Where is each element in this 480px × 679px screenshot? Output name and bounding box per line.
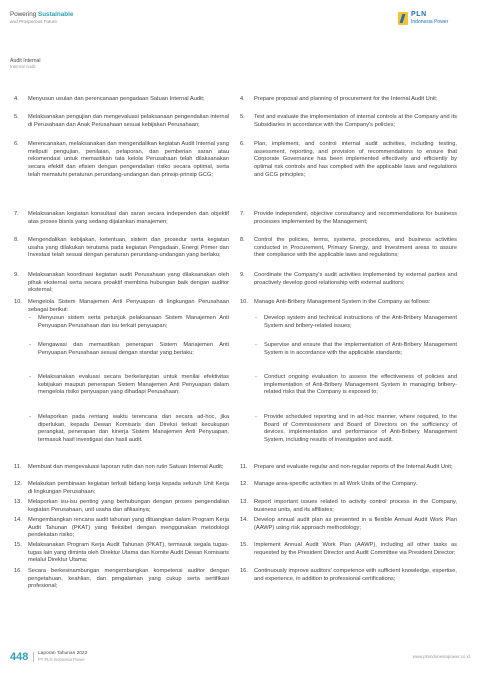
item-text: Conduct ongoing evaluation to assess the effectiveness of policies and implementation of Anti-Bribery Management System in managing bribery-related risks that the Company is exposed to; <box>264 374 457 396</box>
item-number: 7. <box>240 211 245 217</box>
item-number: 9. <box>240 272 245 278</box>
item-number: 6. <box>240 141 245 147</box>
item-number: 15. <box>240 542 248 548</box>
sub-item-en <box>254 374 457 397</box>
item-text: Mengembangkan rencana audit tahunan yang dituangkan dalam Program Kerja Audit Tahunan (PKAT) yang fleksibel dengan menggunakan metodologi pendekatan risiko; <box>28 517 229 539</box>
logo-name: PLN <box>411 11 427 18</box>
list-item-en <box>240 481 457 489</box>
item-text: Melaporkan pada rentang waktu terencana dan secara ad-hoc, jika diperlukan, kepada Dewan Komisaris dan Direksi terkait kecukupan perangkat, penerapan dan kinerja Sistem Manajemen Anti Penyuapan, termasuk hasil investigasi dan hasil audit. <box>38 414 229 444</box>
list-item-en <box>240 211 457 226</box>
item-number: 14. <box>240 517 248 523</box>
footer-divider <box>33 652 34 662</box>
item-text: Menyusun usulan dan perencanaan pengadaan Satuan Internal Audit; <box>28 96 205 102</box>
list-item-id <box>14 499 229 514</box>
item-number: 11. <box>240 464 248 470</box>
item-number: 4. <box>240 96 245 102</box>
item-text: Melaksanakan evaluasi secara berkelanjutan untuk menilai efektivitas kebijakan maupun penerapan Sistem Manajemen Anti Penyuapan dalam mengelola risiko penyuapan yang dihadapi Perusahaan; <box>38 374 229 396</box>
dash-bullet: - <box>29 342 31 348</box>
lightning-logo-icon <box>398 12 408 25</box>
list-item-en <box>240 96 457 104</box>
item-text: Develop annual audit plan as presented in a flexible Annual Audit Work Plan (AAWP) using risk approach methodology; <box>254 517 457 531</box>
item-text: Melaporkan isu-isu penting yang berhubungan dengan proses pengendalian kegiatan Perusahaan, unit usaha dan afiliasinya; <box>28 499 229 513</box>
report-title: Laporan Tahunan 2022 <box>38 651 88 656</box>
page-number: 448 <box>10 651 29 663</box>
list-item-id <box>14 141 229 180</box>
list-item-en <box>240 542 457 557</box>
item-text: Melakukan pembinaan kegiatan terkait bidang kerja kepada seluruh Unit Kerja di lingkungan Perusahaan; <box>28 481 229 495</box>
item-text: Melaksanakan kegiatan konsultasi dan saran secara independen dan objektif atas proses bisnis yang sedang dijalankan manajemen; <box>28 211 229 225</box>
item-number: 4. <box>14 96 19 102</box>
list-item-en <box>240 114 457 129</box>
item-text: Prepare and evaluate regular and non-regular reports of the Internal Audit Unit; <box>254 464 453 470</box>
item-text: Membuat dan mengevaluasi laporan rutin dan non rutin Satuan Internal Audit; <box>28 464 224 470</box>
company-logo <box>398 11 470 29</box>
section-subtitle: Internal Audit <box>10 64 36 69</box>
section-heading <box>10 58 41 69</box>
sub-item-en <box>254 342 457 357</box>
list-item-id <box>14 96 229 104</box>
item-text: Melaksanakan koordinasi kegiatan audit Perusahaan yang dilaksanakan oleh pihak eksternal serta secara proaktif membina hubungan baik dengan auditor eksternal; <box>28 272 229 294</box>
item-number: 7. <box>14 211 19 217</box>
list-item-id <box>14 211 229 226</box>
item-number: 14. <box>14 517 22 523</box>
item-number: 10. <box>14 299 22 305</box>
section-title: Audit Internal <box>10 58 41 64</box>
item-text: Control the policies, terms, systems, procedures, and business activities conducted in Procurement, Primary Energy, and Investment areas to assure their compliance with the applicable laws and regulations; <box>254 237 457 259</box>
tagline-subtitle: and Prosperous Future <box>10 19 57 24</box>
sub-item-id <box>28 374 229 397</box>
list-item-id <box>14 542 229 565</box>
item-number: 5. <box>240 114 245 120</box>
list-item-id <box>14 272 229 295</box>
sub-item-id <box>28 342 229 357</box>
tagline <box>10 11 73 19</box>
item-text: Provide independent, objective consultancy and recommendations for business processes implemented by the Management; <box>254 211 457 225</box>
page-footer <box>10 650 470 666</box>
sub-item-en <box>254 414 457 445</box>
item-text: Continuously improve auditors' competence with sufficient knowledge, expertise, and experience, in addition to professional certifications; <box>254 568 457 582</box>
item-text: Merencanakan, melaksanakan dan mengendalikan kegiatan Audit Internal yang meliputi pengujian, penilaian, pelaporan, dan pemberian saran atau rekomendasi untuk memastikan tata kelola Perusahaan telah dilaksanakan secara efektif dan efisien dengan pengendalian risiko secara optimal, serta telah mematuhi peraturan perundang-undangan dan prinsip-prinsip GCG; <box>28 141 229 178</box>
item-number: 16. <box>240 568 248 574</box>
item-text: Secara berkesinambungan mengembangkan kompetensi auditor dengan pengetahuan, keahlian, dan pengalaman yang cukup serta sertifikasi profesional; <box>28 568 229 590</box>
list-item-id <box>14 568 229 591</box>
report-company: PT PLN Indonesia Power <box>38 657 85 662</box>
list-item-en <box>240 517 457 532</box>
item-text: Menyusun sistem serta petunjuk pelaksanaan Sistem Manajemen Anti Penyuapan Perusahaan dan isu terkait penyuapan; <box>38 315 229 329</box>
item-text: Melaksanakan Program Kerja Audit Tahunan (PKAT), termasuk segala tugas-tugas lain yang diminta oleh Direktur Utama dan Komite Audit Dewan Komisaris melalui Direktur Utama; <box>28 542 229 564</box>
dash-bullet: - <box>29 414 31 420</box>
item-number: 10. <box>240 299 248 305</box>
item-text: Manage Anti-Bribery Management System in the Company as follows: <box>254 299 431 305</box>
list-item-en <box>240 141 457 180</box>
sub-item-en <box>254 315 457 330</box>
tagline-prefix: Powering <box>10 11 39 18</box>
item-text: Supervise and ensure that the implementation of Anti-Bribery Management System is in accordance with the applicable standards; <box>264 342 457 356</box>
item-number: 12. <box>240 481 248 487</box>
item-number: 8. <box>240 237 245 243</box>
page-header <box>10 11 470 35</box>
item-text: Mengendalikan kebijakan, ketentuan, sistem dan prosedur serta kegiatan usaha yang dilakukan terutama pada kegiatan Pengadaan, Energi Primer dan Investasi telah sesuai dengan peraturan perundang-undangan yang berlaku; <box>28 237 229 259</box>
list-item-en <box>240 499 457 514</box>
item-number: 6. <box>14 141 19 147</box>
item-text: Mengelola Sistem Manajemen Anti Penyuapan di lingkungan Perusahaan sebagai berikut: <box>28 299 229 313</box>
item-text: Plan, implement, and control internal audit activities, including testing, assessment, reporting, and provision of recommendations to ensure that Corporate Governance has been implemented effectively and efficiently by optimal risk controls and has complied with the applicable laws and regulations and GCG principles; <box>254 141 457 178</box>
dash-bullet: - <box>29 315 31 321</box>
item-text: Report important issues related to activity control process in the Company, business units, and its affiliates; <box>254 499 457 513</box>
list-item-en <box>240 464 457 472</box>
website-link[interactable]: www.plnindonesiapower.co.id <box>412 654 470 659</box>
dash-bullet: - <box>255 315 257 321</box>
item-number: 11. <box>14 464 22 470</box>
list-item-id <box>14 517 229 540</box>
logo-subtitle: Indonesia Power <box>411 19 449 25</box>
list-item-id <box>14 114 229 129</box>
item-number: 9. <box>14 272 19 278</box>
dash-bullet: - <box>255 374 257 380</box>
item-number: 15. <box>14 542 22 548</box>
list-item-en <box>240 237 457 260</box>
item-text: Implement Annual Audit Work Plan (AAWP), including all other tasks as requested by the President Director and Audit Committee via President Director; <box>254 542 457 556</box>
item-number: 13. <box>14 499 22 505</box>
item-text: Manage area-specific activities in all Work Units of the Company. <box>254 481 418 487</box>
list-item-id <box>14 481 229 496</box>
dash-bullet: - <box>29 374 31 380</box>
list-item-en <box>240 272 457 287</box>
item-text: Test and evaluate the implementation of internal controls at the Company and its Subsidiaries in accordance with the Company's policies; <box>254 114 457 128</box>
sub-item-id <box>28 315 229 330</box>
item-text: Provide scheduled reporting and in ad-hoc manner, where required, to the Board of Commissioners and Board of Directors on the sufficiency of devices, implementation and performance of Anti-Bribery Management System, including results of investigation and audit. <box>264 414 457 444</box>
item-text: Melaksanakan pengujian dan mengevaluasi pelaksanaan pengendalian internal di Perusahaan dan Anak Perusahaan sesuai kebijakan Perusahaan; <box>28 114 229 128</box>
dash-bullet: - <box>255 414 257 420</box>
list-item-en <box>240 299 457 307</box>
list-item-id <box>14 464 229 472</box>
sub-item-id <box>28 414 229 445</box>
dash-bullet: - <box>255 342 257 348</box>
item-text: Coordinate the Company's audit activities implemented by external parties and proactively develop good relationship with external auditors; <box>254 272 457 286</box>
item-number: 5. <box>14 114 19 120</box>
list-item-en <box>240 568 457 583</box>
item-text: Prepare proposal and planning of procurement for the Internal Audit Unit; <box>254 96 438 102</box>
item-number: 16. <box>14 568 22 574</box>
tagline-highlight: Sustainable <box>38 11 74 18</box>
item-number: 13. <box>240 499 248 505</box>
list-item-id <box>14 299 229 314</box>
item-number: 12. <box>14 481 22 487</box>
list-item-id <box>14 237 229 260</box>
item-text: Mengawasi dan memastikan penerapan Sistem Manajemen Anti Penyuapan Perusahaan sesuai dengan standar yang berlaku; <box>38 342 229 356</box>
item-text: Develop system and technical instructions of the Anti-Bribery Management System and bribery-related issues; <box>264 315 457 329</box>
item-number: 8. <box>14 237 19 243</box>
